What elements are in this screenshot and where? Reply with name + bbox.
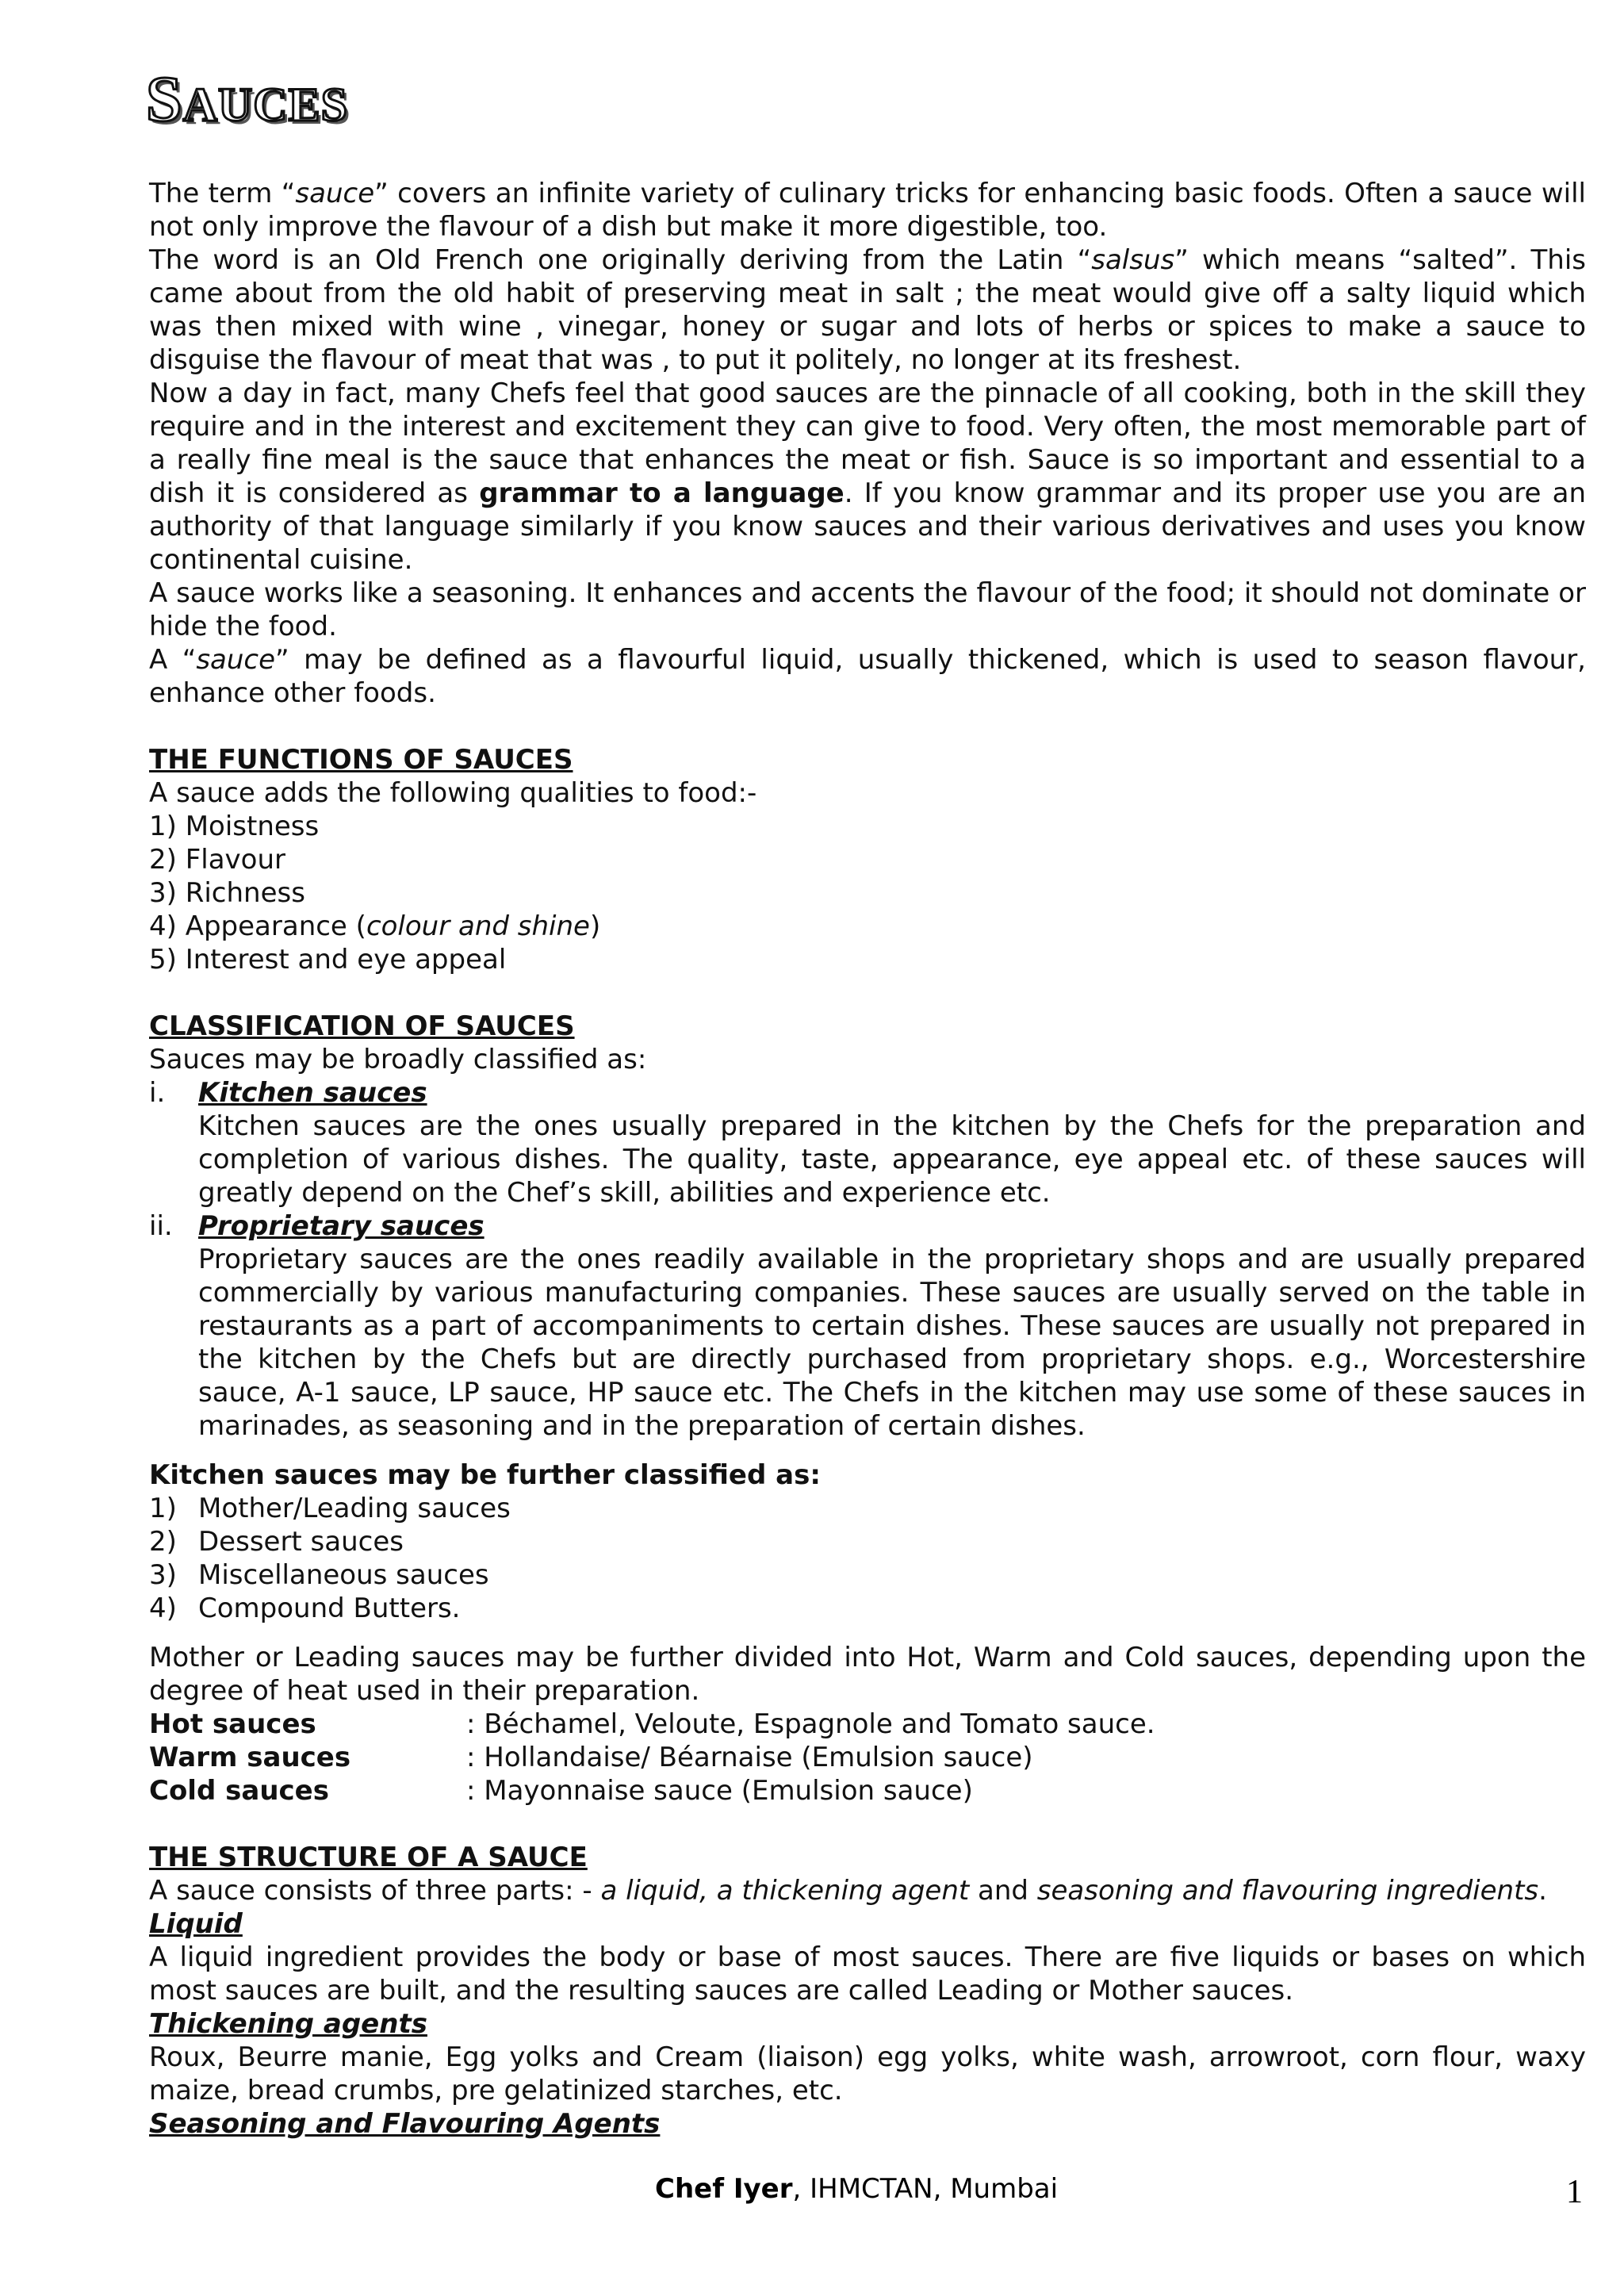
thickening-title: Thickening agents bbox=[149, 2008, 427, 2040]
document-page bbox=[146, 63, 1586, 2141]
text-run: The term “ bbox=[149, 178, 296, 209]
seasoning-title: Seasoning and Flavouring Agents bbox=[149, 2108, 661, 2140]
text-run: A “ bbox=[149, 644, 197, 676]
page-footer bbox=[0, 2173, 1624, 2213]
italic-term: a liquid, a thickening agent bbox=[600, 1875, 970, 1907]
bold-term: grammar to a language bbox=[479, 477, 845, 509]
further-classification-list bbox=[149, 1492, 1586, 1625]
title-rest: AUCES bbox=[182, 79, 348, 131]
text-run: ” which means “salted”. This came about from the old habit of preserving meat in salt ; the meat would give off a salty liquid which was then mixed with wine , vinegar, honey or sugar and lots of herbs or spices to make a sauce to disguise the flavour of meat that was , to put it politely, no longer at its freshest. bbox=[149, 244, 1586, 376]
row-value: : Béchamel, Veloute, Espagnole and Tomato sauce. bbox=[466, 1708, 1155, 1740]
intro-paragraph-3 bbox=[149, 377, 1586, 577]
hot-sauces-row bbox=[149, 1708, 1586, 1741]
italic-term: colour and shine bbox=[366, 910, 590, 942]
text-run: ” may be defined as a flavourful liquid, usually thickened, which is used to season flavour, enhance other foods. bbox=[149, 644, 1586, 709]
kitchen-sauces-section bbox=[149, 1076, 1586, 1209]
italic-term: sauce bbox=[295, 178, 375, 209]
list-number: 3) bbox=[149, 1559, 177, 1591]
row-label: Cold sauces bbox=[149, 1775, 329, 1807]
functions-item bbox=[149, 910, 1586, 943]
functions-item: 3) Richness bbox=[149, 877, 305, 909]
functions-lead: A sauce adds the following qualities to food:- bbox=[149, 777, 757, 809]
proprietary-sauces-text: Proprietary sauces are the ones readily available in the proprietary shops and are usually prepared commercially by various manufacturing companies. These sauces are usually served on the table in restaurants as a part of accompaniments to certain dishes. These sauces are usually not prepared in the kitchen by the Chefs but are directly purchased from proprietary shops. e.g., Worcestershire sauce, A-1 sauce, LP sauce, HP sauce etc. The Chefs in the kitchen may use some of these sauces in marinades, as seasoning and in the preparation of certain dishes. bbox=[198, 1244, 1586, 1442]
footer-institute: , IHMCTAN, Mumbai bbox=[792, 2173, 1059, 2205]
roman-numeral: ii. bbox=[149, 1210, 173, 1242]
liquid-text: A liquid ingredient provides the body or base of most sauces. There are five liquids or bases on which most sauces are built, and the resulting sauces are called Leading or Mother sauces. bbox=[149, 1941, 1586, 2007]
thickening-text: Roux, Beurre manie, Egg yolks and Cream (liaison) egg yolks, white wash, arrowroot, corn flour, waxy maize, bread crumbs, pre gelatinized starches, etc. bbox=[149, 2041, 1586, 2106]
list-text: Miscellaneous sauces bbox=[198, 1559, 489, 1591]
proprietary-sauces-title: Proprietary sauces bbox=[198, 1210, 485, 1242]
list-text: Dessert sauces bbox=[198, 1526, 404, 1558]
row-label: Hot sauces bbox=[149, 1708, 316, 1740]
intro-paragraph-1 bbox=[149, 177, 1586, 243]
list-text: Mother/Leading sauces bbox=[198, 1493, 511, 1524]
list-item bbox=[149, 1492, 1586, 1525]
text-run: and bbox=[969, 1875, 1037, 1907]
warm-sauces-row bbox=[149, 1741, 1586, 1774]
structure-heading: THE STRUCTURE OF A SAUCE bbox=[149, 1842, 588, 1873]
text-run: ” covers an infinite variety of culinary tricks for enhancing basic foods. Often a sauce will not only improve the flavour of a dish but make it more digestible, too. bbox=[149, 178, 1586, 243]
list-number: 2) bbox=[149, 1526, 177, 1558]
intro-paragraph-4: A sauce works like a seasoning. It enhances and accents the flavour of the food; it should not dominate or hide the food. bbox=[149, 577, 1586, 642]
page-title bbox=[146, 63, 1586, 140]
text-run: . If you know grammar and its proper use you are an authority of that language similarly if you know sauces and their various derivatives and uses you know continental cuisine. bbox=[149, 477, 1586, 576]
text-run: . bbox=[1538, 1875, 1547, 1907]
italic-term: sauce bbox=[196, 644, 276, 676]
roman-numeral: i. bbox=[149, 1077, 166, 1109]
functions-item: 5) Interest and eye appeal bbox=[149, 944, 507, 976]
text-run: Now a day in fact, many Chefs feel that good sauces are the pinnacle of all cooking, both in the skill they require and in the interest and excitement they can give to food. Very often, the most memorable part of a really fine meal is the sauce that enhances the meat or fish. Sauce is so important and essential to a dish it is considered as bbox=[149, 378, 1586, 509]
footer-credit bbox=[655, 2173, 1058, 2205]
list-item bbox=[149, 1592, 1586, 1625]
text-run: 4) Appearance ( bbox=[149, 910, 366, 942]
functions-item: 1) Moistness bbox=[149, 811, 320, 842]
classification-heading: CLASSIFICATION OF SAUCES bbox=[149, 1010, 575, 1042]
title-first-letter: S bbox=[146, 63, 183, 135]
list-number: 1) bbox=[149, 1493, 177, 1524]
mother-sauces-text: Mother or Leading sauces may be further divided into Hot, Warm and Cold sauces, depending upon the degree of heat used in their preparation. bbox=[149, 1642, 1586, 1707]
text-run: The word is an Old French one originally deriving from the Latin “ bbox=[149, 244, 1092, 276]
intro-paragraph-2 bbox=[149, 243, 1586, 377]
further-classification-heading: Kitchen sauces may be further classified as: bbox=[149, 1459, 821, 1491]
text-run: ) bbox=[589, 910, 601, 942]
functions-heading: THE FUNCTIONS OF SAUCES bbox=[149, 744, 573, 776]
row-value: : Mayonnaise sauce (Emulsion sauce) bbox=[466, 1775, 973, 1807]
footer-author: Chef Iyer bbox=[655, 2173, 793, 2205]
list-number: 4) bbox=[149, 1593, 177, 1624]
list-text: Compound Butters. bbox=[198, 1593, 461, 1624]
cold-sauces-row bbox=[149, 1774, 1586, 1807]
kitchen-sauces-title: Kitchen sauces bbox=[198, 1077, 427, 1109]
liquid-title: Liquid bbox=[149, 1908, 243, 1940]
page-number: 1 bbox=[1566, 2174, 1583, 2210]
text-run: A sauce consists of three parts: - bbox=[149, 1875, 601, 1907]
list-item bbox=[149, 1558, 1586, 1592]
kitchen-sauces-text: Kitchen sauces are the ones usually prepared in the kitchen by the Chefs for the preparation and completion of various dishes. The quality, taste, appearance, eye appeal etc. of these sauces will greatly depend on the Chef’s skill, abilities and experience etc. bbox=[198, 1110, 1586, 1209]
classification-lead: Sauces may be broadly classified as: bbox=[149, 1044, 647, 1075]
proprietary-sauces-section bbox=[149, 1209, 1586, 1443]
italic-term: salsus bbox=[1091, 244, 1175, 276]
row-label: Warm sauces bbox=[149, 1742, 351, 1773]
functions-item: 2) Flavour bbox=[149, 844, 285, 876]
list-item bbox=[149, 1525, 1586, 1558]
italic-term: seasoning and flavouring ingredients bbox=[1036, 1875, 1539, 1907]
intro-paragraph-5 bbox=[149, 643, 1586, 710]
structure-lead bbox=[149, 1874, 1586, 1907]
row-value: : Hollandaise/ Béarnaise (Emulsion sauce) bbox=[466, 1742, 1033, 1773]
